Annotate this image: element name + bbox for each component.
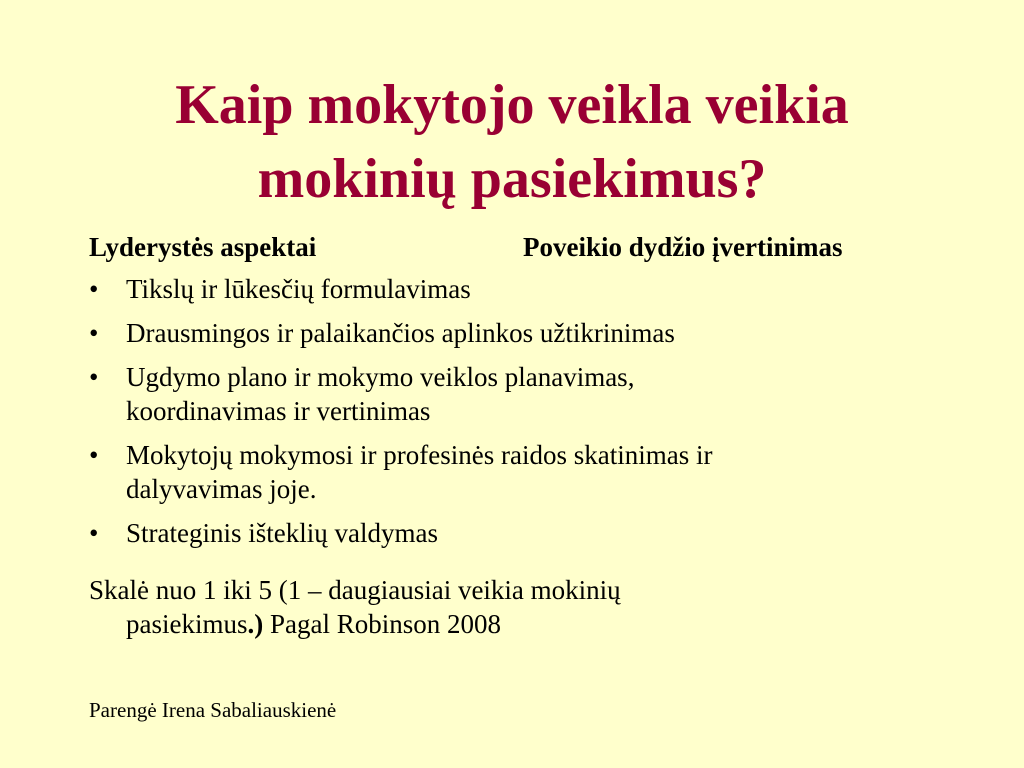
slide-title-line-2: mokinių pasiekimus? [257, 148, 767, 210]
bullet-icon: • [89, 318, 99, 348]
slide-title-line-1: Kaip mokytojo veikla veikia [175, 74, 849, 136]
list-item-text: Mokytojų mokymosi ir profesinės raidos skatinimas ir [126, 440, 713, 470]
bullet-icon: • [89, 518, 99, 548]
list-item [89, 438, 949, 506]
bullet-icon: • [89, 362, 99, 392]
header-leadership-aspects: Lyderystės aspektai [89, 232, 317, 262]
leadership-aspects-list [89, 272, 949, 560]
scale-note-text: pasiekimus [126, 609, 248, 639]
scale-note-bold-text: .) [247, 609, 264, 639]
list-item-text-continued: koordinavimas ir vertinimas [126, 396, 431, 426]
list-item [89, 516, 949, 550]
scale-note [89, 573, 926, 641]
list-item [89, 316, 949, 350]
list-item-text: Ugdymo plano ir mokymo veiklos planavimas, [126, 362, 635, 392]
list-item-text: Drausmingos ir palaikančios aplinkos užtikrinimas [126, 318, 675, 348]
scale-note-source: Pagal Robinson 2008 [263, 609, 502, 639]
list-item-text-continued: dalyvavimas joje. [126, 474, 317, 504]
bullet-icon: • [89, 274, 99, 304]
slide-title [60, 68, 964, 216]
scale-note-text: Skalė nuo 1 iki 5 (1 – daugiausiai veikia mokinių [89, 575, 621, 605]
bullet-icon: • [89, 440, 99, 470]
list-item [89, 272, 949, 306]
list-item [89, 360, 949, 428]
list-item-text: Strateginis išteklių valdymas [126, 518, 438, 548]
author-credit: Parengė Irena Sabaliauskienė [89, 698, 337, 722]
list-item-text: Tikslų ir lūkesčių formulavimas [126, 274, 471, 304]
header-impact-rating: Poveikio dydžio įvertinimas [523, 232, 843, 262]
